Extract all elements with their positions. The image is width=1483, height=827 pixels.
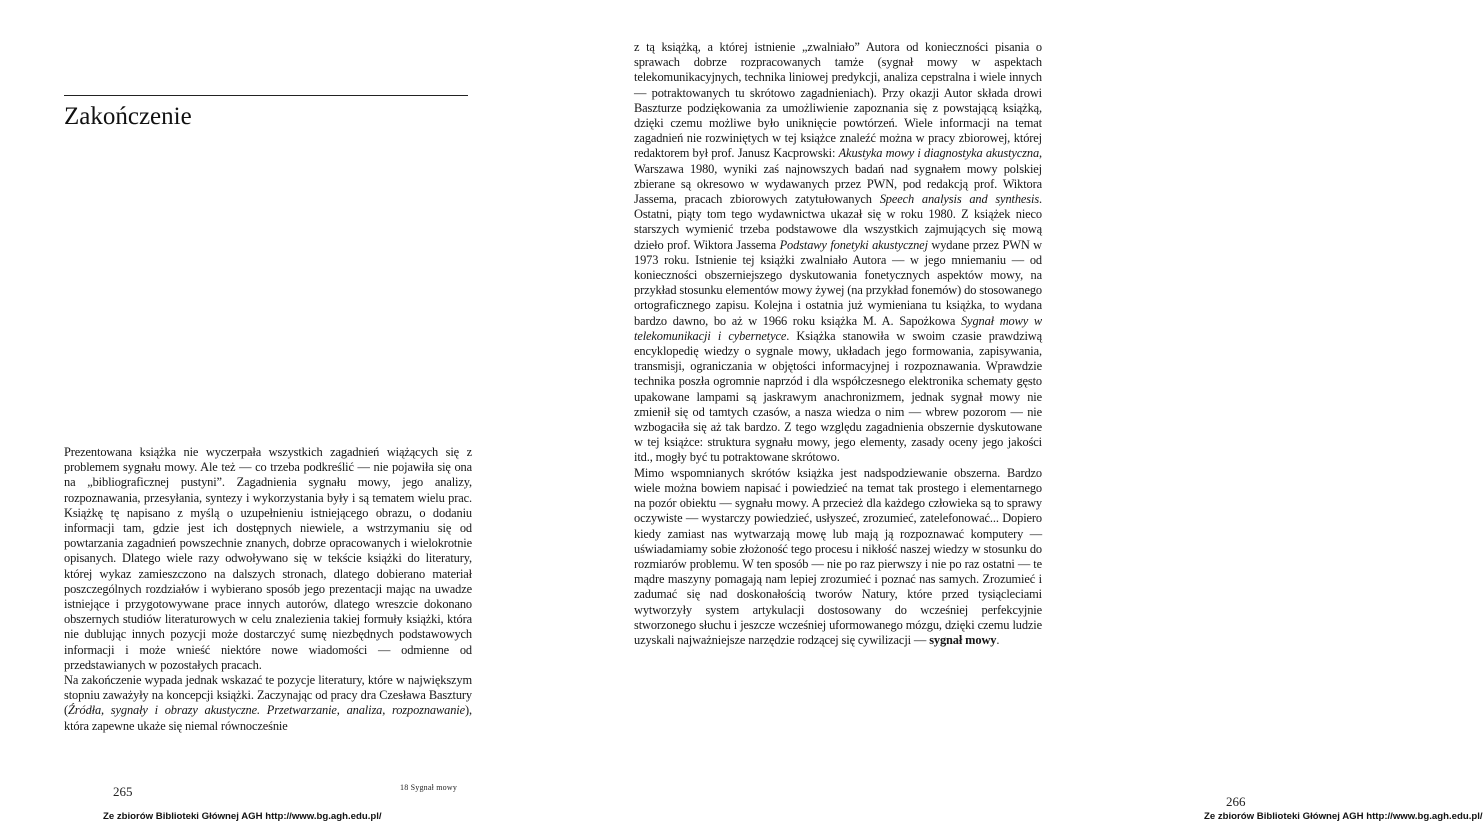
left-paragraph-2-end: ), która zapewne ukaże się niemal równocześnie <box>64 703 472 733</box>
right-p2-bold: sygnał mowy <box>929 632 997 647</box>
right-p1-italic-2: Speech analysis and synthesis <box>879 192 1040 207</box>
left-paragraph-2 <box>64 673 472 734</box>
library-footer-left: Ze zbiorów Biblioteki Głównej AGH http://www.bg.agh.edu.pl/ <box>103 811 382 822</box>
right-p1-italic-3: Podstawy fonetyki akustycznej <box>779 237 928 252</box>
right-body-text <box>634 40 1042 648</box>
chapter-rule <box>64 95 468 96</box>
right-p1-italic-1: Akustyka mowy i diagnostyka akustyczna <box>838 146 1040 161</box>
page-number-right: 266 <box>1226 794 1246 809</box>
right-p1-seg1: z tą książką, a której istnienie „zwalniało” Autora od konieczności pisania o sprawach dobrze rozpracowanych tamże (sygnał mowy w aspektach telekomunikacyjnych, technika liniowej predykcji, analiza cepstralna i wiele innych — potraktowanych tu skrótowo zagadnieniach). Przy okazji Autor składa drowi Baszturze podziękowania za umożliwienie zapoznania się z powstającą książką, dzięki czemu możliwe było uniknięcie powtórzeń. Wiele informacji na temat zagadnień nie rozwiniętych w tej książce znaleźć można w pracy zbiorowej, której redaktorem był prof. Janusz Kacprowski: <box>634 40 1042 161</box>
left-paragraph-2-italic: Źródła, sygnały i obrazy akustyczne. Przetwarzanie, analiza, rozpoznawanie <box>68 703 466 718</box>
left-page <box>0 0 550 827</box>
right-page <box>550 0 1483 827</box>
right-paragraph-1 <box>634 40 1042 466</box>
right-p2-text: Mimo wspomnianych skrótów książka jest nadspodziewanie obszerna. Bardzo wiele można bowiem napisać i powiedzieć na temat tak prostego i elementarnego na pozór obiektu — sygnału mowy. A przecież dla każdego człowieka są to sprawy oczywiste — wystarczy powiedzieć, usłyszeć, zrozumieć, zatelefonować... Dopiero kiedy zamiast nas wytwarzają mowę lub mają ją rozpoznawać komputery — uświadamiamy sobie złożoność tego procesu i nikłość naszej wiedzy w stosunku do rozmiarów problemu. W ten sposób — nie po raz pierwszy i nie po raz ostatni — te mądre maszyny pomagają nam lepiej zrozumieć i poznać nas samych. Zrozumieć i zadumać się nad doskonałością tworów Natury, które przed tysiącleciami wytworzyły system artykulacji dostosowany do wcześniej perfekcyjnie stworzonego słuchu i jeszcze wcześniej uformowanego mózgu, dzięki czemu ludzie uzyskali najważniejsze narzędzie rodzącej się cywilizacji — <box>634 465 1042 647</box>
right-p1-seg3: . Ostatni, piąty tom tego wydawnictwa ukazał się w roku 1980. Z książek nieco starszych wymienić trzeba podstawowe dla wszystkich zajmujących się mową dzieło prof. Wiktora Jassema <box>634 192 1043 252</box>
left-body-text <box>64 445 472 734</box>
right-p1-seg4: wydane przez PWN w 1973 roku. Istnienie tej książki zwalniało Autora — w jego mniemaniu — od konieczności obszerniejszego dyskutowania fonetycznych aspektów mowy, na przykład stosunku elementów mowy żywej (na przykład fonemów) do stosowanego ortograficznego zapisu. Kolejna i ostatnia już wymieniana tu książka, to wydana bardzo dawno, bo aż w 1966 roku książka M. A. Sapożkowa <box>634 237 1042 328</box>
right-p1-seg5: . Książka stanowiła w swoim czasie prawdziwą encyklopedię wiedzy o sygnale mowy, układach jego formowania, zapisywania, transmisji, ograniczania w objętości informacyjnej i rozpoznawania. Wprawdzie technika poszła ogromnie naprzód i dla współczesnego elektronika schematy gęsto upakowane lampami są jaskrawym anachronizmem, jednak sygnał mowy nie zmienił się od tamtych czasów, a nasza wiedza o nim — wbrew pozorom — nie wzbogaciła się aż tak bardzo. Z tego względu zagadnienia obszernie dyskutowane w tej książce: struktura sygnału mowy, jego elementy, zasady oceny jego jakości itd., mogły być tu potraktowane skrótowo. <box>634 328 1042 465</box>
left-paragraph-2-start: Na zakończenie wypada jednak wskazać te pozycje literatury, które w największym stopniu zaważyły na koncepcji książki. Zaczynając od pracy dra Czesława Basztury ( <box>64 673 472 718</box>
right-p1-seg2: , Warszawa 1980, wyniki zaś najnowszych badań nad sygnałem mowy polskiej zbierane są okresowo w wydawanych przez PWN, pod redakcją prof. Wiktora Jassema, pracach zbiorowych zatytułowanych <box>634 146 1042 207</box>
right-p2-end: . <box>996 632 1000 647</box>
right-paragraph-2 <box>634 466 1042 648</box>
left-paragraph-1: Prezentowana książka nie wyczerpała wszystkich zagadnień wiążących się z problemem sygnału mowy. Ale też — co trzeba podkreślić — nie pojawiła się ona na „bibliograficznej pustyni”. Zagadnienia sygnału mowy, jego analizy, rozpoznawania, przesyłania, syntezy i wykorzystania były i są tematem wielu prac. Książkę tę napisano z myślą o uzupełnieniu istniejącego obrazu, o dodaniu informacji tam, gdzie jest ich dostępnych niewiele, a wstrzymaniu się od powtarzania zagadnień powszechnie znanych, dobrze opracowanych i wielokrotnie opisanych. Dlatego wiele razy odwoływano się w tekście książki do literatury, której wykaz zamieszczono na dalszych stronach, dlatego dobierano materiał poszczególnych rozdziałów i wybierano sposób jego prezentacji mając na uwadze istniejące i przygotowywane prace innych autorów, dlatego wreszcie dokonano obszernych studiów literaturowych w celu znalezienia takiej formuły książki, która nie dublując innych pozycji może dostarczyć sumę niezbędnych podstawowych informacji i może wnieść niektóre nowe wiadomości — odmienne od przedstawianych w pozostałych pracach. <box>64 445 472 672</box>
library-footer-right: Ze zbiorów Biblioteki Głównej AGH http://www.bg.agh.edu.pl/ <box>1204 811 1483 822</box>
right-p1-italic-4: Sygnał mowy w telekomunikacji i cybernetyce <box>634 313 1043 343</box>
chapter-title: Zakończenie <box>64 103 192 130</box>
printer-signature: 18 Sygnał mowy <box>400 783 458 792</box>
page-number-left: 265 <box>113 784 133 799</box>
